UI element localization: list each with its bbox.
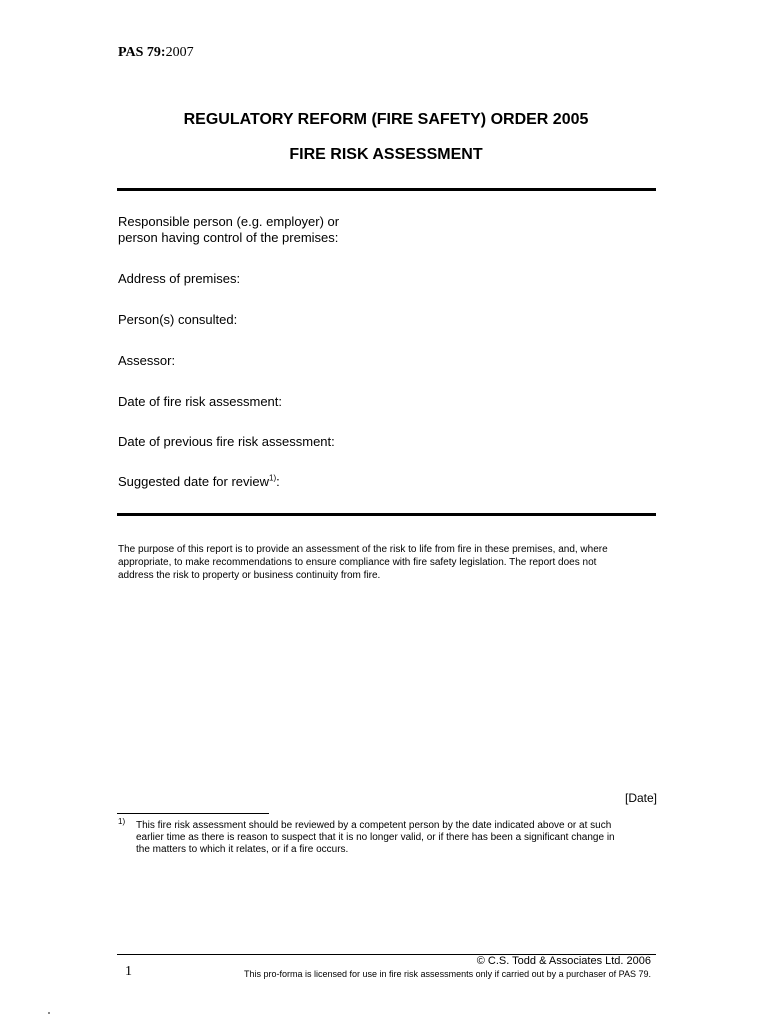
footnote-text <box>136 820 651 856</box>
review-colon: : <box>276 474 280 489</box>
responsible-line-2: person having control of the premises: <box>118 230 339 245</box>
responsible-person-label <box>118 214 339 246</box>
standard-code: PAS 79: <box>118 45 166 60</box>
order-title: REGULATORY REFORM (FIRE SAFETY) ORDER 2005 <box>183 111 589 128</box>
previous-assessment-date-label: Date of previous fire risk assessment: <box>118 434 335 449</box>
purpose-line-1: The purpose of this report is to provide an assessment of the risk to life from fire in these premises, and, where <box>118 544 608 555</box>
assessment-date-label: Date of fire risk assessment: <box>118 394 282 409</box>
footnote-line-1: This fire risk assessment should be reviewed by a competent person by the date indicated above or at such <box>136 820 612 831</box>
page-number: 1 <box>125 964 132 979</box>
review-text: Suggested date for review <box>118 474 270 489</box>
assessment-title: FIRE RISK ASSESSMENT <box>289 146 483 163</box>
assessor-label: Assessor: <box>118 353 176 368</box>
footnote-separator <box>117 813 269 814</box>
address-label: Address of premises: <box>118 271 241 286</box>
date-placeholder: [Date] <box>624 791 657 805</box>
purpose-statement <box>118 543 648 582</box>
footnote-reference: 1) <box>269 473 277 483</box>
scan-speck <box>48 1012 50 1014</box>
responsible-line-1: Responsible person (e.g. employer) or <box>118 214 340 229</box>
footnote-line-2: earlier time as there is reason to suspect that it is no longer valid, or if there has been a significant change in <box>136 832 615 843</box>
document-standard <box>118 45 194 61</box>
license-notice: This pro-forma is licensed for use in fire risk assessments only if carried out by a purchaser of PAS 79. <box>244 969 651 979</box>
footnote-mark: 1) <box>118 817 126 826</box>
purpose-line-2: appropriate, to make recommendations to ensure compliance with fire safety legislation. The report does not <box>118 557 597 568</box>
top-divider <box>117 188 656 191</box>
persons-consulted-label: Person(s) consulted: <box>118 312 238 327</box>
purpose-line-3: address the risk to property or business continuity from fire. <box>118 570 381 581</box>
standard-year: 2007 <box>165 45 194 60</box>
middle-divider <box>117 513 656 516</box>
review-date-label <box>118 474 280 490</box>
copyright-notice: © C.S. Todd & Associates Ltd. 2006 <box>476 955 651 967</box>
footnote-line-3: the matters to which it relates, or if a fire occurs. <box>136 844 349 855</box>
